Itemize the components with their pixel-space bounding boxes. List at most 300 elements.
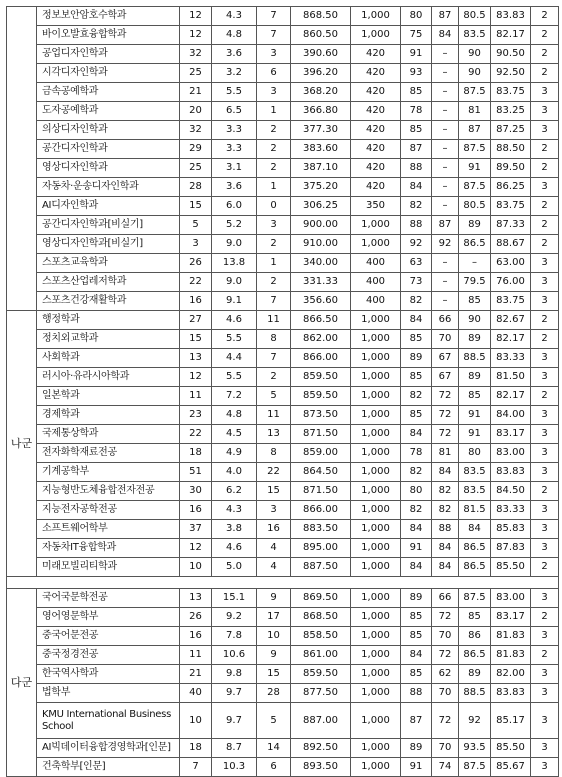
subject-3-cell: 89	[459, 330, 491, 349]
subject-2-cell: 67	[432, 368, 459, 387]
subject-3-cell: 87	[459, 121, 491, 140]
max-score-cell: 1,000	[351, 520, 401, 539]
competition-cell: 7.8	[212, 627, 257, 646]
grade-cell: 2	[531, 26, 559, 45]
subject-1-cell: 89	[401, 739, 432, 758]
subject-2-cell: 66	[432, 311, 459, 330]
subject-3-cell: 80.5	[459, 197, 491, 216]
department-cell: 소프트웨어학부	[37, 520, 180, 539]
subject-3-cell: 88.5	[459, 349, 491, 368]
waitlist-cell: 9	[257, 589, 291, 608]
score-cell: 340.00	[291, 254, 351, 273]
department-cell: 기계공학부	[37, 463, 180, 482]
grade-cell: 3	[531, 406, 559, 425]
table-row	[7, 140, 559, 159]
average-cell: 82.17	[491, 330, 531, 349]
average-cell: 84.00	[491, 406, 531, 425]
subject-2-cell: 82	[432, 482, 459, 501]
subject-1-cell: 84	[401, 558, 432, 577]
table-row	[7, 425, 559, 444]
subject-3-cell: 83.5	[459, 26, 491, 45]
waitlist-cell: 13	[257, 425, 291, 444]
average-cell: 85.50	[491, 739, 531, 758]
table-row	[7, 26, 559, 45]
waitlist-cell: 11	[257, 406, 291, 425]
department-cell: 공업디자인학과	[37, 45, 180, 64]
subject-2-cell: 81	[432, 444, 459, 463]
quota-cell: 26	[180, 254, 212, 273]
subject-2-cell: 72	[432, 646, 459, 665]
average-cell: 83.83	[491, 684, 531, 703]
competition-cell: 8.7	[212, 739, 257, 758]
max-score-cell: 1,000	[351, 406, 401, 425]
max-score-cell: 420	[351, 159, 401, 178]
subject-3-cell: 80	[459, 444, 491, 463]
table-row	[7, 684, 559, 703]
waitlist-cell: 1	[257, 254, 291, 273]
table-row	[7, 482, 559, 501]
score-cell: 877.50	[291, 684, 351, 703]
subject-3-cell: 89	[459, 216, 491, 235]
subject-3-cell: 84	[459, 520, 491, 539]
average-cell: 90.50	[491, 45, 531, 64]
competition-cell: 5.5	[212, 330, 257, 349]
subject-1-cell: 87	[401, 703, 432, 739]
competition-cell: 9.7	[212, 703, 257, 739]
quota-cell: 10	[180, 703, 212, 739]
table-row	[7, 83, 559, 102]
quota-cell: 15	[180, 197, 212, 216]
subject-3-cell: 88.5	[459, 684, 491, 703]
score-cell: 368.20	[291, 83, 351, 102]
score-cell: 859.50	[291, 368, 351, 387]
average-cell: 76.00	[491, 273, 531, 292]
subject-2-cell: –	[432, 121, 459, 140]
subject-1-cell: 85	[401, 627, 432, 646]
grade-cell: 3	[531, 254, 559, 273]
subject-2-cell: 70	[432, 330, 459, 349]
subject-1-cell: 73	[401, 273, 432, 292]
average-cell: 83.33	[491, 349, 531, 368]
waitlist-cell: 5	[257, 703, 291, 739]
competition-cell: 4.8	[212, 406, 257, 425]
table-row	[7, 520, 559, 539]
quota-cell: 12	[180, 7, 212, 26]
department-cell: 행정학과	[37, 311, 180, 330]
grade-cell: 2	[531, 216, 559, 235]
subject-3-cell: 89	[459, 665, 491, 684]
subject-2-cell: 72	[432, 703, 459, 739]
competition-cell: 9.0	[212, 273, 257, 292]
grade-cell: 2	[531, 608, 559, 627]
max-score-cell: 420	[351, 121, 401, 140]
competition-cell: 6.0	[212, 197, 257, 216]
max-score-cell: 420	[351, 178, 401, 197]
quota-cell: 15	[180, 330, 212, 349]
table-row	[7, 703, 559, 739]
quota-cell: 13	[180, 349, 212, 368]
waitlist-cell: 8	[257, 330, 291, 349]
table-row	[7, 558, 559, 577]
department-cell: 한국역사학과	[37, 665, 180, 684]
subject-2-cell: 84	[432, 26, 459, 45]
spacer-cell	[7, 577, 559, 589]
average-cell: 83.00	[491, 589, 531, 608]
competition-cell: 9.1	[212, 292, 257, 311]
competition-cell: 3.2	[212, 64, 257, 83]
waitlist-cell: 15	[257, 665, 291, 684]
subject-1-cell: 85	[401, 608, 432, 627]
quota-cell: 32	[180, 45, 212, 64]
grade-cell: 3	[531, 178, 559, 197]
competition-cell: 13.8	[212, 254, 257, 273]
grade-cell: 3	[531, 520, 559, 539]
department-cell: AI빅데이터융합경영학과[인문]	[37, 739, 180, 758]
table-row	[7, 216, 559, 235]
waitlist-cell: 28	[257, 684, 291, 703]
department-cell: 러시아·유라시아학과	[37, 368, 180, 387]
department-cell: 정보보안암호수학과	[37, 7, 180, 26]
subject-2-cell: –	[432, 292, 459, 311]
max-score-cell: 1,000	[351, 589, 401, 608]
grade-cell: 2	[531, 7, 559, 26]
quota-cell: 12	[180, 26, 212, 45]
table-row	[7, 539, 559, 558]
department-cell: 금속공예학과	[37, 83, 180, 102]
max-score-cell: 1,000	[351, 387, 401, 406]
subject-3-cell: 86.5	[459, 235, 491, 254]
table-row	[7, 368, 559, 387]
quota-cell: 51	[180, 463, 212, 482]
waitlist-cell: 4	[257, 539, 291, 558]
waitlist-cell: 7	[257, 292, 291, 311]
waitlist-cell: 16	[257, 520, 291, 539]
max-score-cell: 1,000	[351, 608, 401, 627]
competition-cell: 9.8	[212, 665, 257, 684]
table-row	[7, 758, 559, 777]
max-score-cell: 1,000	[351, 703, 401, 739]
average-cell: 83.17	[491, 425, 531, 444]
subject-2-cell: –	[432, 83, 459, 102]
grade-cell: 3	[531, 758, 559, 777]
competition-cell: 10.3	[212, 758, 257, 777]
department-cell: 전자화학재료전공	[37, 444, 180, 463]
subject-1-cell: 84	[401, 311, 432, 330]
quota-cell: 7	[180, 758, 212, 777]
subject-1-cell: 84	[401, 646, 432, 665]
subject-2-cell: –	[432, 45, 459, 64]
subject-2-cell: 72	[432, 406, 459, 425]
waitlist-cell: 4	[257, 558, 291, 577]
subject-3-cell: 91	[459, 406, 491, 425]
score-cell: 910.00	[291, 235, 351, 254]
subject-2-cell: 84	[432, 539, 459, 558]
department-cell: 영상디자인학과	[37, 159, 180, 178]
subject-3-cell: 92	[459, 703, 491, 739]
grade-cell: 2	[531, 197, 559, 216]
subject-2-cell: 70	[432, 627, 459, 646]
department-cell: 법학부	[37, 684, 180, 703]
table-row	[7, 665, 559, 684]
max-score-cell: 1,000	[351, 558, 401, 577]
group-label-cell	[7, 7, 37, 311]
table-row	[7, 330, 559, 349]
subject-3-cell: 93.5	[459, 739, 491, 758]
subject-1-cell: 85	[401, 83, 432, 102]
max-score-cell: 1,000	[351, 444, 401, 463]
waitlist-cell: 11	[257, 311, 291, 330]
subject-2-cell: –	[432, 254, 459, 273]
subject-2-cell: –	[432, 159, 459, 178]
max-score-cell: 1,000	[351, 349, 401, 368]
quota-cell: 25	[180, 64, 212, 83]
subject-1-cell: 80	[401, 7, 432, 26]
score-cell: 868.50	[291, 608, 351, 627]
quota-cell: 22	[180, 425, 212, 444]
score-cell: 390.60	[291, 45, 351, 64]
subject-1-cell: 82	[401, 197, 432, 216]
score-cell: 892.50	[291, 739, 351, 758]
competition-cell: 3.8	[212, 520, 257, 539]
competition-cell: 3.3	[212, 140, 257, 159]
quota-cell: 18	[180, 739, 212, 758]
quota-cell: 22	[180, 273, 212, 292]
grade-cell: 2	[531, 330, 559, 349]
competition-cell: 9.0	[212, 235, 257, 254]
subject-3-cell: 81.5	[459, 501, 491, 520]
quota-cell: 37	[180, 520, 212, 539]
average-cell: 87.25	[491, 121, 531, 140]
max-score-cell: 420	[351, 83, 401, 102]
waitlist-cell: 2	[257, 235, 291, 254]
average-cell: 81.83	[491, 627, 531, 646]
subject-1-cell: 63	[401, 254, 432, 273]
subject-3-cell: 85	[459, 387, 491, 406]
subject-1-cell: 85	[401, 330, 432, 349]
waitlist-cell: 17	[257, 608, 291, 627]
score-cell: 893.50	[291, 758, 351, 777]
score-cell: 869.50	[291, 589, 351, 608]
max-score-cell: 420	[351, 45, 401, 64]
subject-3-cell: 80.5	[459, 7, 491, 26]
spacer-row	[7, 577, 559, 589]
department-cell: 공간디자인학과	[37, 140, 180, 159]
grade-cell: 3	[531, 703, 559, 739]
department-cell: 중국정경전공	[37, 646, 180, 665]
grade-cell: 3	[531, 501, 559, 520]
subject-3-cell: 90	[459, 45, 491, 64]
subject-2-cell: –	[432, 140, 459, 159]
subject-2-cell: 74	[432, 758, 459, 777]
grade-cell: 2	[531, 140, 559, 159]
score-cell: 356.60	[291, 292, 351, 311]
grade-cell: 2	[531, 159, 559, 178]
quota-cell: 16	[180, 501, 212, 520]
score-cell: 858.50	[291, 627, 351, 646]
subject-3-cell: 85	[459, 608, 491, 627]
average-cell: 63.00	[491, 254, 531, 273]
competition-cell: 9.7	[212, 684, 257, 703]
competition-cell: 6.5	[212, 102, 257, 121]
department-cell: 자동차·운송디자인학과	[37, 178, 180, 197]
subject-3-cell: –	[459, 254, 491, 273]
grade-cell: 3	[531, 102, 559, 121]
subject-1-cell: 93	[401, 64, 432, 83]
department-cell: 미래모빌리티학과	[37, 558, 180, 577]
waitlist-cell: 6	[257, 758, 291, 777]
average-cell: 81.83	[491, 646, 531, 665]
admission-results-table	[6, 6, 559, 777]
grade-cell: 2	[531, 482, 559, 501]
score-cell: 868.50	[291, 7, 351, 26]
score-cell: 887.50	[291, 558, 351, 577]
grade-cell: 3	[531, 349, 559, 368]
table-row	[7, 254, 559, 273]
department-cell: 국제통상학과	[37, 425, 180, 444]
score-cell: 871.50	[291, 425, 351, 444]
waitlist-cell: 22	[257, 463, 291, 482]
quota-cell: 30	[180, 482, 212, 501]
grade-cell: 2	[531, 235, 559, 254]
average-cell: 86.25	[491, 178, 531, 197]
competition-cell: 7.2	[212, 387, 257, 406]
score-cell: 387.10	[291, 159, 351, 178]
score-cell: 866.50	[291, 311, 351, 330]
quota-cell: 32	[180, 121, 212, 140]
table-row	[7, 501, 559, 520]
score-cell: 859.00	[291, 444, 351, 463]
average-cell: 83.75	[491, 292, 531, 311]
quota-cell: 18	[180, 444, 212, 463]
grade-cell: 3	[531, 444, 559, 463]
quota-cell: 10	[180, 558, 212, 577]
department-cell: 스포츠산업레저학과	[37, 273, 180, 292]
grade-cell: 3	[531, 273, 559, 292]
subject-3-cell: 79.5	[459, 273, 491, 292]
subject-1-cell: 75	[401, 26, 432, 45]
grade-cell: 3	[531, 121, 559, 140]
grade-cell: 3	[531, 739, 559, 758]
department-cell: 시각디자인학과	[37, 64, 180, 83]
grade-cell: 3	[531, 292, 559, 311]
average-cell: 84.50	[491, 482, 531, 501]
grade-cell: 3	[531, 665, 559, 684]
department-cell: KMU International Business School	[37, 703, 180, 739]
subject-3-cell: 87.5	[459, 758, 491, 777]
grade-cell: 3	[531, 83, 559, 102]
table-row	[7, 235, 559, 254]
table-row	[7, 45, 559, 64]
subject-2-cell: 72	[432, 387, 459, 406]
score-cell: 873.50	[291, 406, 351, 425]
grade-cell: 3	[531, 589, 559, 608]
department-cell: 정치외교학과	[37, 330, 180, 349]
table-row	[7, 627, 559, 646]
subject-3-cell: 90	[459, 311, 491, 330]
quota-cell: 26	[180, 608, 212, 627]
subject-3-cell: 85	[459, 292, 491, 311]
table-row	[7, 178, 559, 197]
grade-cell: 3	[531, 627, 559, 646]
department-cell: 자동차IT융합학과	[37, 539, 180, 558]
quota-cell: 5	[180, 216, 212, 235]
quota-cell: 25	[180, 159, 212, 178]
department-cell: 의상디자인학과	[37, 121, 180, 140]
grade-cell: 2	[531, 45, 559, 64]
subject-1-cell: 80	[401, 482, 432, 501]
subject-3-cell: 81	[459, 102, 491, 121]
subject-3-cell: 87.5	[459, 140, 491, 159]
quota-cell: 11	[180, 387, 212, 406]
competition-cell: 6.2	[212, 482, 257, 501]
department-cell: 국어국문학전공	[37, 589, 180, 608]
max-score-cell: 1,000	[351, 26, 401, 45]
subject-1-cell: 92	[401, 235, 432, 254]
waitlist-cell: 1	[257, 178, 291, 197]
grade-cell: 2	[531, 64, 559, 83]
quota-cell: 12	[180, 368, 212, 387]
average-cell: 82.67	[491, 311, 531, 330]
average-cell: 85.50	[491, 558, 531, 577]
competition-cell: 3.6	[212, 45, 257, 64]
subject-2-cell: 88	[432, 520, 459, 539]
competition-cell: 10.6	[212, 646, 257, 665]
max-score-cell: 1,000	[351, 425, 401, 444]
subject-1-cell: 88	[401, 684, 432, 703]
quota-cell: 40	[180, 684, 212, 703]
subject-1-cell: 91	[401, 45, 432, 64]
subject-1-cell: 82	[401, 463, 432, 482]
competition-cell: 15.1	[212, 589, 257, 608]
department-cell: 도자공예학과	[37, 102, 180, 121]
grade-cell: 3	[531, 684, 559, 703]
waitlist-cell: 7	[257, 349, 291, 368]
table-row	[7, 197, 559, 216]
subject-3-cell: 86	[459, 627, 491, 646]
score-cell: 866.00	[291, 501, 351, 520]
score-cell: 861.00	[291, 646, 351, 665]
table-row	[7, 349, 559, 368]
competition-cell: 5.2	[212, 216, 257, 235]
subject-2-cell: 70	[432, 739, 459, 758]
subject-3-cell: 91	[459, 159, 491, 178]
subject-2-cell: 72	[432, 608, 459, 627]
waitlist-cell: 5	[257, 387, 291, 406]
subject-3-cell: 83.5	[459, 463, 491, 482]
quota-cell: 12	[180, 539, 212, 558]
subject-1-cell: 89	[401, 589, 432, 608]
quota-cell: 3	[180, 235, 212, 254]
average-cell: 83.83	[491, 463, 531, 482]
grade-cell: 3	[531, 463, 559, 482]
competition-cell: 4.6	[212, 539, 257, 558]
quota-cell: 20	[180, 102, 212, 121]
table-row	[7, 7, 559, 26]
table-row	[7, 121, 559, 140]
subject-1-cell: 85	[401, 665, 432, 684]
max-score-cell: 350	[351, 197, 401, 216]
average-cell: 89.50	[491, 159, 531, 178]
subject-1-cell: 91	[401, 539, 432, 558]
score-cell: 859.50	[291, 665, 351, 684]
waitlist-cell: 10	[257, 627, 291, 646]
subject-3-cell: 90	[459, 64, 491, 83]
table-row	[7, 64, 559, 83]
average-cell: 88.67	[491, 235, 531, 254]
table-row	[7, 273, 559, 292]
subject-1-cell: 87	[401, 140, 432, 159]
max-score-cell: 400	[351, 292, 401, 311]
